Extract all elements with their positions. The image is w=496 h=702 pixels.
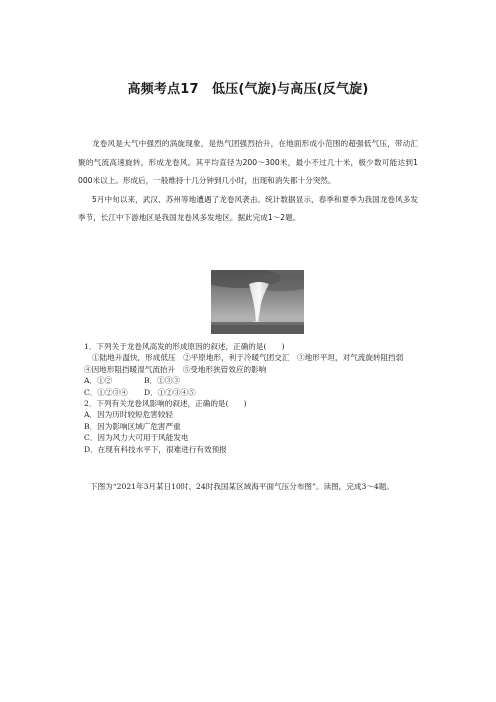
intro-passage bbox=[78, 135, 418, 228]
page-title: 高频考点17 低压(气旋)与高压(反气旋) bbox=[127, 82, 369, 97]
question-2-option-d: D．在现有科技水平下，很难进行有效预报 bbox=[84, 444, 227, 454]
question-1-option-b: B．①③③ bbox=[144, 376, 180, 386]
next-section-intro: 下图为“2021年3月某日10时、24时我国某区域海平面气压分布图”。读图，完成3～4题。 bbox=[90, 482, 394, 491]
question-1-options-row-2 bbox=[84, 387, 418, 398]
question-2-stem: 2．下列有关龙卷风影响的叙述，正确的是( ) bbox=[84, 399, 247, 409]
question-1-option-a: A．①② bbox=[84, 376, 113, 386]
question-1-options-row-1 bbox=[84, 375, 418, 386]
intro-paragraph-2: 5月中旬以来，武汉、苏州等地遭遇了龙卷风袭击。统计数据显示，春季和夏季为我国龙卷风多发季节，长江中下游地区是我国龙卷风多发地区。据此完成1～2题。 bbox=[78, 194, 418, 222]
question-1-statements: ①陆地升温快，形成低压 ②平原地形，利于冷暖气团交汇 ③地形平坦，对气流旋转阻挡弱 ④因地形阻挡暖湿气流抬升 ⑤受地形狭管效应的影响 bbox=[84, 353, 411, 374]
question-1-option-c: C．①②③④ bbox=[84, 387, 128, 397]
tornado-image bbox=[211, 270, 304, 334]
intro-paragraph-1: 龙卷风是大气中强烈的涡旋现象，是热气团强烈抬升，在地面形成小范围的超强低气压，带动汇聚的气流高速旋转，形成龙卷风。其平均直径为200～300米，最小不过几十米，极少数可能达到1 000米以上。形成后，一般维持十几分钟到几小时，出现和消失都十分突然。 bbox=[78, 139, 418, 185]
question-2-option-b: B．因为影响区域广危害严重 bbox=[84, 421, 181, 431]
question-1-option-d: D．①②③④⑤ bbox=[144, 387, 196, 397]
question-1-stem: 1．下列关于龙卷风高发的形成原因的叙述，正确的是( ) bbox=[84, 342, 285, 351]
tornado-photo bbox=[211, 270, 304, 334]
question-2-option-a: A．因为历时较短危害较轻 bbox=[84, 410, 174, 420]
question-block bbox=[84, 341, 418, 455]
question-2-option-c: C．因为风力大可用于风能发电 bbox=[84, 433, 189, 443]
